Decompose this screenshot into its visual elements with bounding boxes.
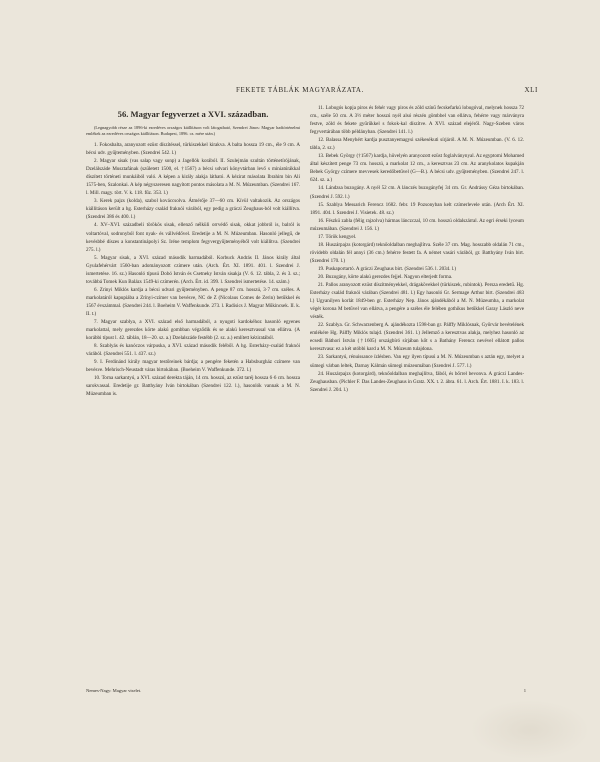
paper-stain bbox=[470, 700, 590, 760]
entry-20: 20. Buzogány, körte alakú gerezdes fejjel. Nagyon elterjedt forma. bbox=[318, 273, 453, 280]
entry-2: 2. Magyar sisak (vas salap vagy sonp) a Jagellók korából. II. Szulejmán szultán történetírójának, Dzelálszáde Musztafának (született 1500, el. †1567) a bécsi udvari könyvtárban levő s miniatúrákkal díszített történeti munkáiból való. A képen a király alakja látható. A kézirat másolata Ibrahim bin Ali 1575-ben, Szalonkai. A kép négyszeresen nagyított pontos másolata a M. N. Múzeumban. (Szendrei 167. l. Mill. magy. tört. V. k. 118. fűz. 353. l.) bbox=[86, 158, 300, 197]
entry-22: 22. Szablya. Gr. Schwarzenberg A. ajándékozta 1598-ban gr. Pálffy Miklósnak, Győrvár bevételének emlékére Hg. Pálffy Miklós tulajd. (Szendrei 361. l.) Jellemző a keresztvas alakja, melyhez hasonló az ecsedi Báthori István (†1605) országbíró sírjában kőt s a Bathány Ferencz nevével ellátott pallos keresztvasa: ez a két utóbbi kard a M. N. Múzeum tulajdona. bbox=[310, 322, 524, 353]
entry-4: 4. XV–XVI. századbeli törökös sisak, ellenző nélküli orrvédő sisak, okkat jobbról is, balról is voltartóval, sodronyból font nyak- és vállvédővel. Eredetije a M. N. Múzeumban. Hasonló jellegű, de kevésbbé díszes a konstantinápolyi Sz. Iréne templom fegyvergyűjteményéből volt kiállítva. (Szendrei 275. l.) bbox=[86, 222, 300, 253]
entry-8: 8. Szablyás és kanóczos várpuska, a XVI. század második feléből. A hg. Esterházy-család fraknói várából. (Szendrei 551. l. 437. sz.) bbox=[86, 343, 300, 358]
entry-15: 15. Szablya Messarich Ferencz 1682. febr. 19 Pozsonyban kelt czímerlevele után. (Arch Ért. XI. 1891. 404. l. Szendrei J. Visietek. 48. sz.) bbox=[310, 201, 524, 216]
entry-21: 21. Pallos aranyozott ezüst díszítményekkel, drágakövekkel (türkiszek, rubintok). Persza eredetű. Hg. Esterházy család fraknói várában (Szendrei 481. l.) Egy hasonló Gr. Sermage Arthur birt. (Szendrei 483 l.) Ugyanilyen korlát 1849-ben gr. Esterházy Nep. János ajándékából a M. N. Múzeumba, a markolat végét korona M betűvel van ellátva, a pengére a széles éle felében gothikus betűkkel Garay László neve vésték. bbox=[310, 282, 524, 321]
entry-9: 9. I. Ferdinánd király magyar testőreinek bárdja; a pengére feketén a Habsburgház czímere van bevésve. Mehrisch-Neustadt váras birtokában. (Boeheim V. Waffenkunde. 372. l.) bbox=[86, 359, 300, 374]
entry-24: 24. Huszárpajzs (kotorgárd), teknőoldalban meghajlítva, fából, és bőrrel bevonva. A gráczi Landes-Zeughausban. (Pichler F. Das Landes-Zeughaus in Gratz. XX. t. 2. ábra. 61. l. Arch. Ért. 1881. I. k. 183. l. Szendrei J. 204. l.) bbox=[310, 370, 524, 393]
section-lead: (Legnagyobb része az 1896-ki ezredéves országos kiállításon volt látogatható, Szendrei János: Magyar hadtörténelmi emlékek az ezredéves országos kiállításon. Budapest, 1896. cz. mére után.) bbox=[86, 125, 300, 136]
left-column bbox=[86, 104, 300, 399]
entry-18: 18. Huszárpajzs (kotorgárd) teknőoldalban meghajlítva. Széle 37 cm. Mag. hosszabb oldalán 71 cm., rövidebb oldalán fél annyi (36 cm.) fehérre festett fa. A német vasári várából, gr. Batthyány Iván birt. (Szendrei 170. l.) bbox=[310, 241, 524, 264]
entry-13: 13. Bebek György (†1567) kardja, hüvelyén aranyozott ezüst foglalványnyal. Az egyptomi Mohamed által készített penge 73 cm. hosszú, a markolat 12 cm., a keresztvas 23 cm. Az aranykolatos kupakján Bebek György czímere mevvesek keredőbetűvel (G—B.). A bécsi udv. gyűjteményben. (Szendrei 247. l. 624. sz. a.) bbox=[310, 153, 524, 184]
entry-1: 1. Fokosbalta, aranyozott ezüst díszítéssel, türkiszekkel kirakva. A balta hossza 19 cm., éle 9 cm. A bécsi udv. gyűjteményben. (Szendrei 542. l.) bbox=[86, 142, 300, 157]
entry-3: 3. Kerek pajzs (kolda), szabol kováccsolva. Átmérője 37—60 cm. Kívül valtakozik. Az országos kiállításon került a hg. Esterházy család fraknói várából, egy pedig a gráczi Zeughaus-ból volt kiállítva. (Szendrei 386 és 400. l.) bbox=[86, 198, 300, 221]
right-column bbox=[310, 104, 524, 394]
entry-23: 23. Sarkantyú, rénuissance ízlésben. Van egy ilyen típusú a M. N. Múzeumban s aztán egy, melyet a sümegi várban leltek, Darnay Kálmán sümegi múzeumában (Szendrei J. 577. l.) bbox=[310, 354, 524, 369]
entry-7: 7. Magyar szablya, a XVI. század első harmadából, a nyugoti kardokéhoz hasonló egyenes markolattal, mely gerezdes körte alakú gombban végződik és se alakú keresztvassal van ellátva. (A korábbi típust l. 42. táblán, 18—20. sz. a.) Dzelalszáde festébb (2. sz. a.) említett kéziratából. bbox=[86, 319, 300, 342]
footer-credit: Nemes-Nagy: Magyar viselet. bbox=[86, 688, 142, 693]
entry-10: 10. Torna sarkantyú, a XVI. század derekta táján, 14 cm. hosszú, az ezüst taréj hossza 6·6 cm. hossza sarokvassal. Eredetije gr. Batthyány Iván birtokában (Szendrei 122. l.), hasonlók vannak a M. N. Múzeumban is. bbox=[86, 375, 300, 398]
page-number: XLI bbox=[524, 86, 538, 94]
entry-5: 5. Magyar sisak, a XVI. század második harmadából. Korbuck András II. János király által Gyulafehérvárt 1560-ban adományozott czímere után. (Arch. Ért. XI. 1891. 401. l. Szendrei J. ismertetése. 16. sz.) Hasonló típusú Dobó István és Csetneky István sisakja (V. 6. 12. tábla, 2. és 3. sz.; továbbá Tomek Kun Balázs 1549-ki czímerén. (Arch. Ért. id. 399. l. Szendrei ismertetése. 14. szám.) bbox=[86, 254, 300, 285]
entry-19: 19. Puskaportartó. A gráczi Zeughaus birt. (Szendrei 536. l. 2034. l.) bbox=[318, 265, 457, 272]
entry-11: 11. Lobogós kopja piros és fehér vagy piros és zöld színű fecskefarkú lobogóval, melynek hossza 72 cm., széle 50 cm. A 3½ méter hosszú nyél alsó részén gömbbel van ellátva, fehérre vagy márványra festve, zöld és fekete gyűrűkkel s fokok-kal díszítve. A XVI. század elejéről. Nagy-Szeben város fegyvertárában több példányban. (Szendrei 141. l.) bbox=[310, 105, 524, 136]
entry-12: 12. Balassa Menyhért kardja pusztanyemagysi székesékuti sírjáról. A M. N. Múzeumban. (V. 6. 12. tábla, 2. sz.) bbox=[310, 137, 524, 152]
running-head-title: FEKETE TÁBLÁK MAGYARÁZATA. bbox=[236, 86, 364, 94]
entry-6: 6. Zrinyi Miklós kardja a bécsi udvari gyűjteményben. A penge 87 cm. hosszú, 3·7 cm. széles. A markolatáról kapupiába a Zrínyi-czímer van bevésve, NC de Z (Nicolaus Comes de Zerin) betűkkel és 1567 évszámmal. (Szendrei 244. l. Boeheim V. Waffenkunde. 273. l. Radisics J. Magyar Műkincsek. II. k. II. t.) bbox=[86, 286, 300, 317]
entry-14: 14. Lándzsa buzogány. A nyél 52 cm. A lánczés buzogányfej 34 cm. Gr. Andrássy Géza birtokában. (Szendrei J. 592. l.) bbox=[310, 185, 524, 200]
entry-16: 16. Fészkü zabla (félig rajzolva) hármas lánczczal, 10 cm. hosszú oldalszárral. Az egri érseki lyceum múzeumában. (Szendrei J. 156. l.) bbox=[310, 217, 524, 232]
footer-signature: 1 bbox=[523, 688, 526, 693]
entry-17: 17. Török kengyel. bbox=[318, 233, 357, 240]
section-title: 56. Magyar fegyverzet a XVI. században. bbox=[117, 109, 269, 119]
